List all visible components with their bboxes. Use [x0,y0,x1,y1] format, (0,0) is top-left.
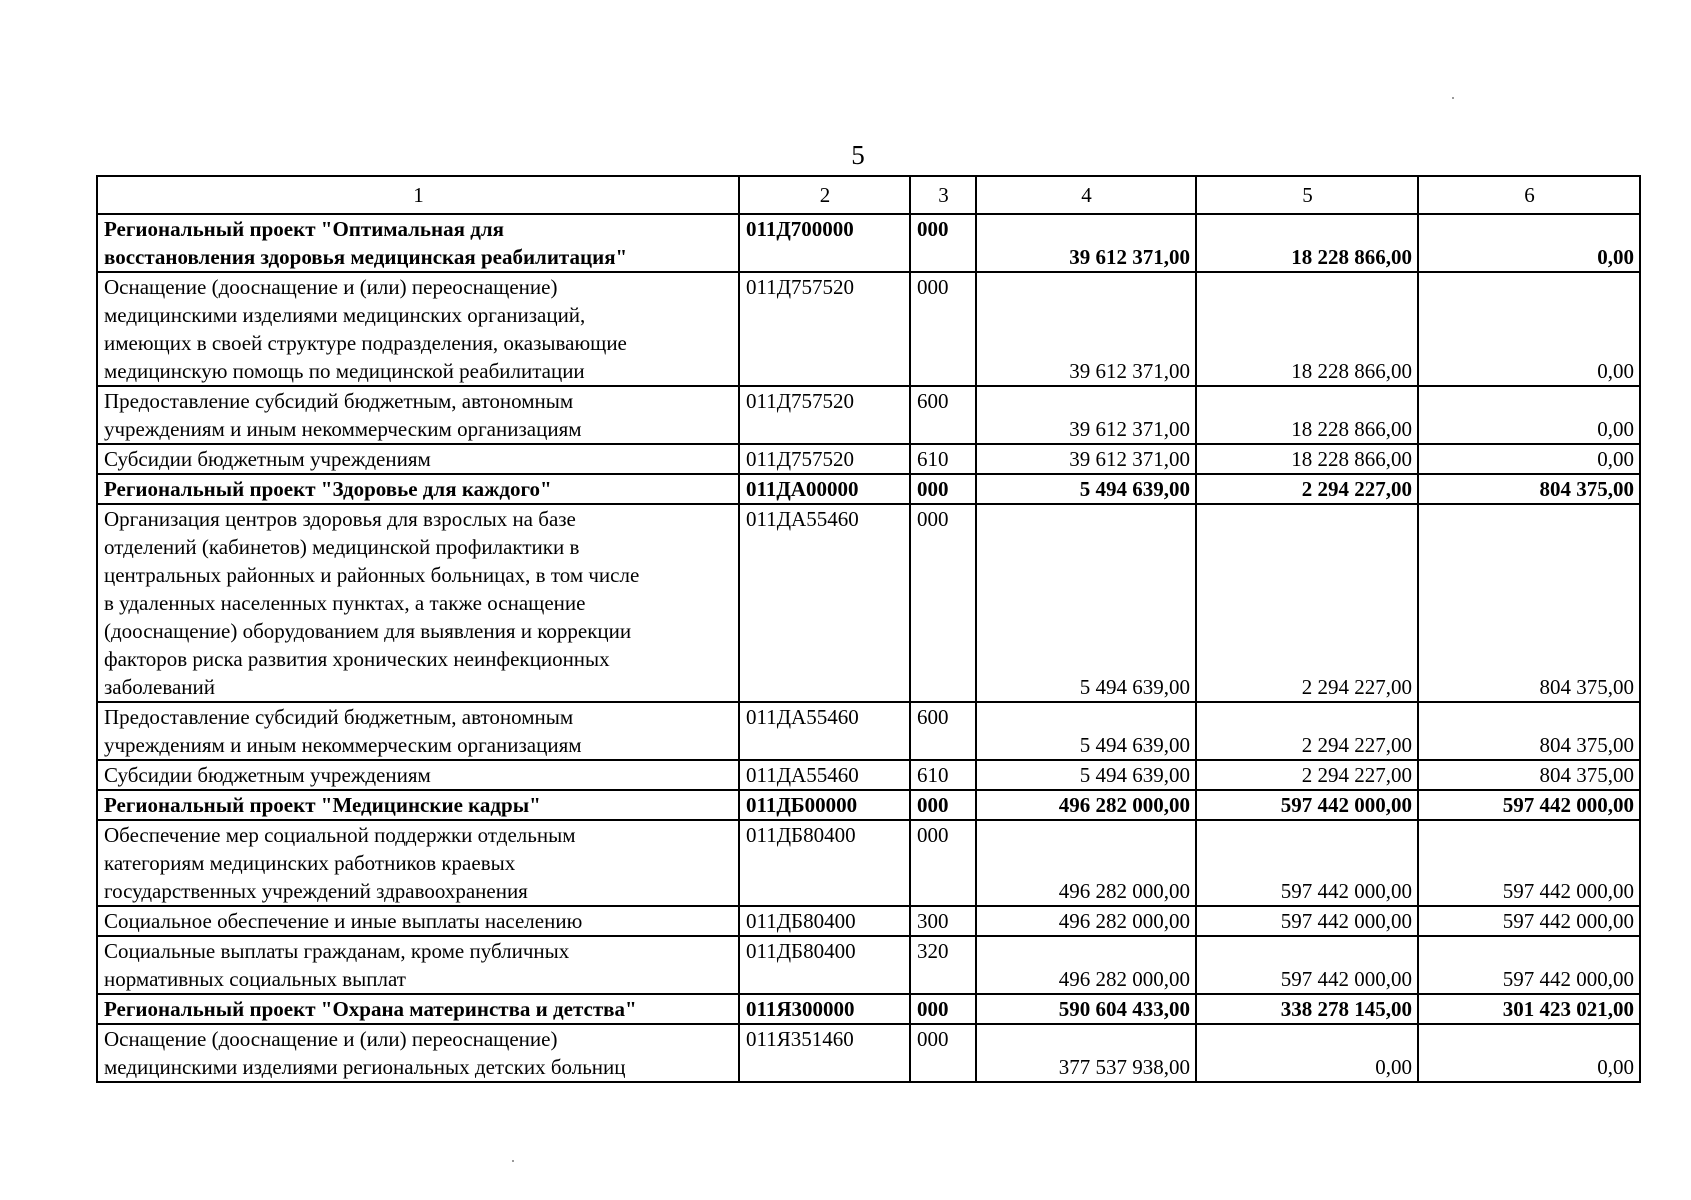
table-body [97,214,1640,1082]
row-name-line: Социальные выплаты гражданам, кроме публичных [104,939,570,963]
row-code: 011ДА55460 [739,504,910,702]
row-name [97,820,739,906]
section-row [97,214,1640,272]
row-amount-col-4: 5 494 639,00 [976,474,1196,504]
row-name-line: имеющих в своей структуре подразделения, оказывающие [104,331,627,355]
row-name-line: Предоставление субсидий бюджетным, автономным [104,389,574,413]
section-row [97,994,1640,1024]
table-row [97,386,1640,444]
header-col-1: 1 [97,176,739,214]
row-code: 011Д757520 [739,444,910,474]
row-name-line: медицинскими изделиями медицинских организаций, [104,303,586,327]
row-amount-col-5: 338 278 145,00 [1196,994,1418,1024]
row-name-line: отделений (кабинетов) медицинской профилактики в [104,535,580,559]
row-amount-col-6: 0,00 [1418,1024,1640,1082]
row-name-line: восстановления здоровья медицинская реабилитация" [104,245,628,269]
row-code: 011Я300000 [739,994,910,1024]
row-amount-col-4: 496 282 000,00 [976,906,1196,936]
row-name-line: Оснащение (дооснащение и (или) переоснащение) [104,275,558,299]
row-name-line: Обеспечение мер социальной поддержки отдельным [104,823,576,847]
row-expense-type: 000 [910,1024,976,1082]
row-name-line: государственных учреждений здравоохранения [104,879,528,903]
row-amount-col-6: 0,00 [1418,214,1640,272]
row-amount-col-5: 0,00 [1196,1024,1418,1082]
row-expense-type: 000 [910,214,976,272]
header-col-4: 4 [976,176,1196,214]
row-name [97,1024,739,1082]
row-name-line: Региональный проект "Медицинские кадры" [104,793,541,817]
row-code: 011Я351460 [739,1024,910,1082]
row-expense-type: 300 [910,906,976,936]
budget-table [96,175,1641,1083]
row-name [97,444,739,474]
row-amount-col-6: 0,00 [1418,386,1640,444]
row-name-line: Субсидии бюджетным учреждениям [104,763,431,787]
row-amount-col-6: 597 442 000,00 [1418,906,1640,936]
row-code: 011Д757520 [739,272,910,386]
row-code: 011ДА00000 [739,474,910,504]
row-name [97,214,739,272]
row-amount-col-6: 0,00 [1418,272,1640,386]
row-amount-col-4: 39 612 371,00 [976,214,1196,272]
row-name [97,790,739,820]
row-amount-col-5: 18 228 866,00 [1196,214,1418,272]
row-code: 011ДБ80400 [739,936,910,994]
row-code: 011ДБ80400 [739,906,910,936]
row-name [97,504,739,702]
row-amount-col-6: 597 442 000,00 [1418,820,1640,906]
row-name [97,994,739,1024]
table-row [97,820,1640,906]
row-expense-type: 000 [910,474,976,504]
row-expense-type: 000 [910,994,976,1024]
row-name-line: Региональный проект "Здоровье для каждого" [104,477,552,501]
row-name [97,760,739,790]
header-col-5: 5 [1196,176,1418,214]
table-header [97,176,1640,214]
row-name-line: Предоставление субсидий бюджетным, автономным [104,705,574,729]
row-amount-col-5: 2 294 227,00 [1196,474,1418,504]
row-name-line: медицинскими изделиями региональных детских больниц [104,1055,626,1079]
row-amount-col-6: 301 423 021,00 [1418,994,1640,1024]
row-code: 011Д757520 [739,386,910,444]
row-expense-type: 610 [910,444,976,474]
row-name [97,272,739,386]
row-amount-col-5: 18 228 866,00 [1196,386,1418,444]
row-name-line: учреждениям и иным некоммерческим организациям [104,417,582,441]
row-amount-col-5: 2 294 227,00 [1196,760,1418,790]
table-row [97,504,1640,702]
row-name [97,474,739,504]
row-expense-type: 610 [910,760,976,790]
row-name-line: Субсидии бюджетным учреждениям [104,447,431,471]
header-col-2: 2 [739,176,910,214]
row-code: 011Д700000 [739,214,910,272]
row-amount-col-6: 0,00 [1418,444,1640,474]
row-name [97,906,739,936]
row-name-line: центральных районных и районных больницах, в том числе [104,563,640,587]
row-name-line: Региональный проект "Охрана материнства и детства" [104,997,637,1021]
row-amount-col-5: 2 294 227,00 [1196,504,1418,702]
header-col-3: 3 [910,176,976,214]
row-amount-col-6: 804 375,00 [1418,760,1640,790]
row-expense-type: 000 [910,272,976,386]
row-amount-col-4: 5 494 639,00 [976,702,1196,760]
row-amount-col-6: 804 375,00 [1418,702,1640,760]
row-expense-type: 000 [910,790,976,820]
row-code: 011ДБ00000 [739,790,910,820]
row-amount-col-6: 804 375,00 [1418,504,1640,702]
scan-speck [1452,97,1454,99]
row-expense-type: 600 [910,386,976,444]
row-amount-col-4: 496 282 000,00 [976,790,1196,820]
row-amount-col-5: 2 294 227,00 [1196,702,1418,760]
row-amount-col-4: 39 612 371,00 [976,444,1196,474]
table-row [97,1024,1640,1082]
page-number: 5 [851,140,865,170]
row-amount-col-4: 496 282 000,00 [976,936,1196,994]
row-amount-col-5: 18 228 866,00 [1196,444,1418,474]
row-expense-type: 320 [910,936,976,994]
row-amount-col-4: 39 612 371,00 [976,272,1196,386]
row-amount-col-4: 496 282 000,00 [976,820,1196,906]
row-amount-col-6: 597 442 000,00 [1418,790,1640,820]
row-expense-type: 600 [910,702,976,760]
row-name-line: медицинскую помощь по медицинской реабилитации [104,359,585,383]
row-expense-type: 000 [910,820,976,906]
row-amount-col-4: 377 537 938,00 [976,1024,1196,1082]
table-row [97,760,1640,790]
section-row [97,474,1640,504]
row-name-line: (дооснащение) оборудованием для выявления и коррекции [104,619,632,643]
row-name-line: Оснащение (дооснащение и (или) переоснащение) [104,1027,558,1051]
header-col-6: 6 [1418,176,1640,214]
row-amount-col-5: 597 442 000,00 [1196,790,1418,820]
row-amount-col-5: 597 442 000,00 [1196,820,1418,906]
row-name [97,702,739,760]
row-name-line: заболеваний [104,675,215,699]
header-row [97,176,1640,214]
row-name-line: факторов риска развития хронических неинфекционных [104,647,610,671]
section-row [97,790,1640,820]
table-row [97,936,1640,994]
table-row [97,906,1640,936]
row-name [97,386,739,444]
table-row [97,702,1640,760]
row-name-line: нормативных социальных выплат [104,967,406,991]
row-name-line: категориям медицинских работников краевых [104,851,516,875]
row-amount-col-5: 18 228 866,00 [1196,272,1418,386]
scan-speck [512,1160,514,1162]
table-row [97,444,1640,474]
row-name [97,936,739,994]
row-name-line: Региональный проект "Оптимальная для [104,217,505,241]
row-name-line: в удаленных населенных пунктах, а также оснащение [104,591,586,615]
row-code: 011ДБ80400 [739,820,910,906]
row-expense-type: 000 [910,504,976,702]
row-amount-col-5: 597 442 000,00 [1196,936,1418,994]
row-amount-col-6: 597 442 000,00 [1418,936,1640,994]
row-amount-col-5: 597 442 000,00 [1196,906,1418,936]
row-name-line: Социальное обеспечение и иные выплаты населению [104,909,583,933]
row-amount-col-4: 5 494 639,00 [976,760,1196,790]
row-amount-col-6: 804 375,00 [1418,474,1640,504]
table-row [97,272,1640,386]
row-name-line: Организация центров здоровья для взрослых на базе [104,507,576,531]
row-amount-col-4: 39 612 371,00 [976,386,1196,444]
row-amount-col-4: 5 494 639,00 [976,504,1196,702]
row-amount-col-4: 590 604 433,00 [976,994,1196,1024]
row-code: 011ДА55460 [739,760,910,790]
row-code: 011ДА55460 [739,702,910,760]
row-name-line: учреждениям и иным некоммерческим организациям [104,733,582,757]
